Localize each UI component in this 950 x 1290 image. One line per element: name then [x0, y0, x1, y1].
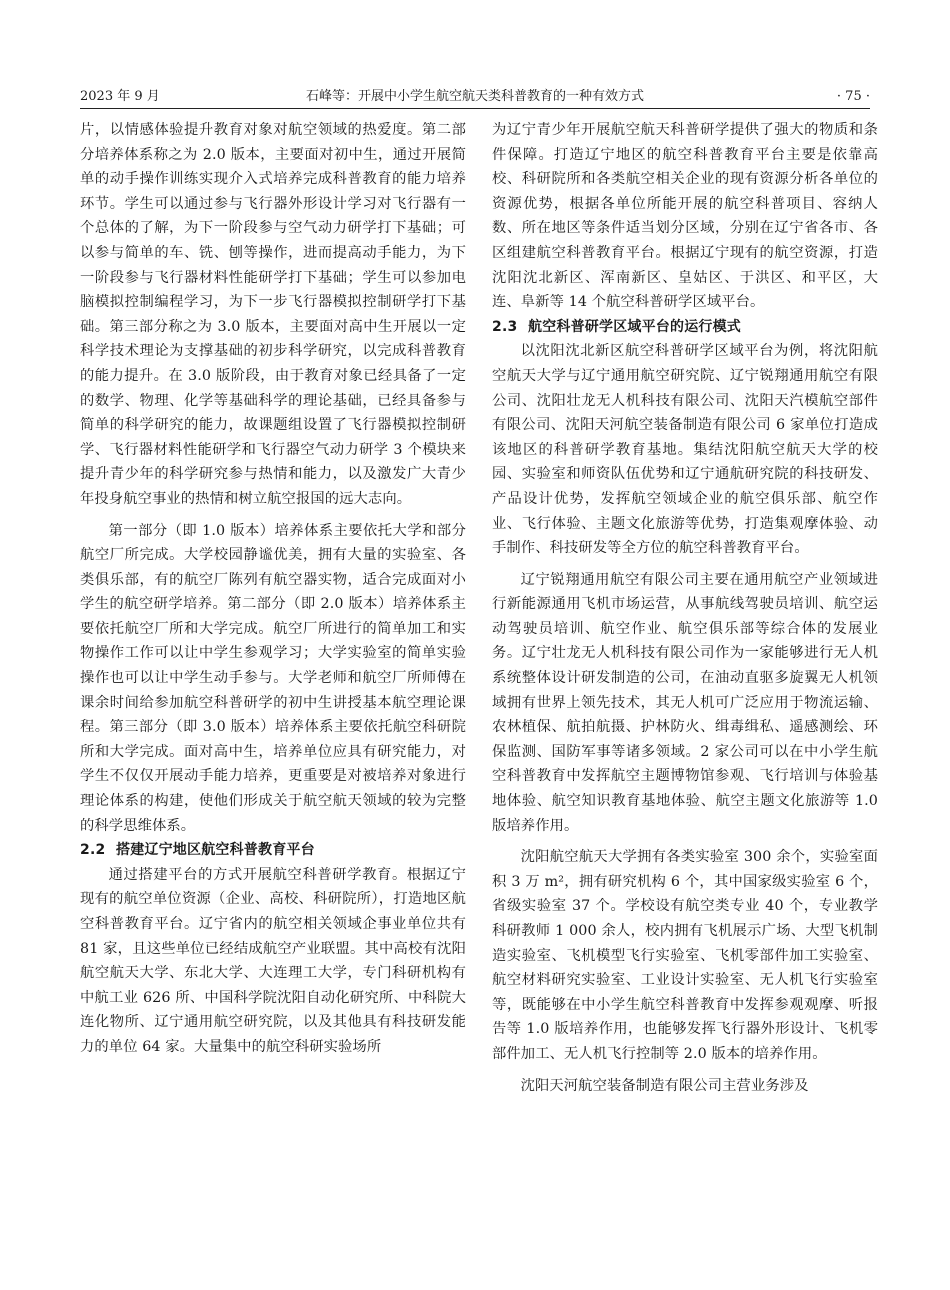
paragraph: 片，以情感体验提升教育对象对航空领域的热爱度。第二部分培养体系称之为 2.0 版本，主要面对初中生，通过开展简单的动手操作训练实现介入式培养完成科普教育的能力培养环节。学生可以通过参与飞行器外形设计学习对飞行器有一个总体的了解，为下一阶段参与空气动力研学打下基础；可以参与简单的车、铣、刨等操作，进而提高动手能力，为下一阶段参与飞行器材料性能研学打下基础；学生可以参加电脑模拟控制编程学习，为下一步飞行器模拟控制研学打下基础。第三部分称之为 3.0 版本，主要面对高中生开展以一定科学技术理论为支撑基础的初步科学研究，以完成科普教育的能力提升。在 3.0 版阶段，由于教育对象已经具备了一定的数学、物理、化学等基础科学的理论基础，已经具备参与简单的科学研究的能力，故课题组设置了飞行器模拟控制研学、飞行器材料性能研学和飞行器空气动力研学 3 个模块来提升青少年的科学研究参与热情和能力，以及激发广大青少年投身航空事业的热情和树立航空报国的远大志向。 [80, 122, 466, 507]
section-heading-2-3 [492, 315, 878, 340]
paragraph: 辽宁锐翔通用航空有限公司主要在通用航空产业领域进行新能源通用飞机市场运营，从事航线驾驶员培训、航空运动驾驶员培训、航空作业、航空俱乐部等综合体的发展业务。辽宁壮龙无人机科技有限公司作为一家能够进行无人机系统整体设计研发制造的公司，在油动直驱多旋翼无人机领域拥有世界上领先技术，其无人机可广泛应用于物流运输、农林植保、航拍航摄、护林防火、缉毒缉私、遥感测绘、环保监测、国防军事等诸多领域。2 家公司可以在中小学生航空科普教育中发挥航空主题博物馆参观、飞行培训与体验基地体验、航空知识教育基地体验、航空主题文化旅游等 1.0 版培养作用。 [492, 571, 878, 834]
page-number: · 75 · [836, 89, 870, 104]
paragraph: 沈阳天河航空装备制造有限公司主营业务涉及 [520, 1077, 809, 1094]
right-column [492, 118, 878, 1098]
paragraph: 通过搭建平台的方式开展航空科普研学教育。根据辽宁现有的航空单位资源（企业、高校、科研院所），打造地区航空科普教育平台。辽宁省内的航空相关领域企事业单位共有 81 家，且这些单位已经结成航空产业联盟。其中高校有沈阳航空航天大学、东北大学、大连理工大学，专门科研机构有中航工业 626 所、中国科学院沈阳自动化研究所、中科院大连化物所、辽宁通用航空研究院，以及其他具有科技研发能力的单位 64 家。大量集中的航空科研实验场所 [80, 866, 466, 1055]
paragraph: 以沈阳沈北新区航空科普研学区域平台为例，将沈阳航空航天大学与辽宁通用航空研究院、辽宁锐翔通用航空有限公司、沈阳壮龙无人机科技有限公司、沈阳天汽模航空部件有限公司、沈阳天河航空装备制造有限公司 6 家单位打造成该地区的科普研学教育基地。集结沈阳航空航天大学的校园、实验室和师资队伍优势和辽宁通航研究院的科技研发、产品设计优势，发挥航空领域企业的航空俱乐部、航空作业、飞行体验、主题文化旅游等优势，打造集观摩体验、动手制作、科技研发等全方位的航空科普教育平台。 [492, 343, 878, 557]
section-number: 2.2 [80, 842, 106, 859]
section-number: 2.3 [492, 318, 518, 335]
running-header [80, 86, 870, 108]
paragraph: 为辽宁青少年开展航空航天科普研学提供了强大的物质和条件保障。打造辽宁地区的航空科普教育平台主要是依靠高校、科研院所和各类航空相关企业的现有资源分析各单位的资源优势，根据各单位所能开展的航空科普项目、容纳人数、所在地区等条件适当划分区域，分别在辽宁省各市、各区组建航空科普教育平台。根据辽宁现有的航空资源，打造沈阳沈北新区、浑南新区、皇姑区、于洪区、和平区，大连、阜新等 14 个航空科普研学区域平台。 [492, 122, 878, 311]
header-rule [80, 108, 870, 109]
left-column [80, 118, 466, 1060]
section-heading-2-2 [80, 838, 466, 863]
header-date: 2023 年 9 月 [80, 89, 160, 104]
paragraph: 第一部分（即 1.0 版本）培养体系主要依托大学和部分航空厂所完成。大学校园静谧优美，拥有大量的实验室、各类俱乐部，有的航空厂陈列有航空器实物，适合完成面对小学生的航空研学培养。第二部分（即 2.0 版本）培养体系主要依托航空厂所和大学完成。航空厂所进行的简单加工和实物操作工作可以让中学生参观学习；大学实验室的简单实验操作也可以让中学生动手参与。大学老师和航空厂所师傅在课余时间给参加航空科普研学的初中生讲授基本航空理论课程。第三部分（即 3.0 版本）培养体系主要依托航空科研院所和大学完成。面对高中生，培养单位应具有研究能力，对学生不仅仅开展动手能力培养，更重要是对被培养对象进行理论体系的构建，使他们形成关于航空航天领域的较为完整的科学思维体系。 [80, 522, 466, 834]
paragraph: 沈阳航空航天大学拥有各类实验室 300 余个，实验室面积 3 万 m²，拥有研究机构 6 个，其中国家级实验室 6 个，省级实验室 37 个。学校设有航空类专业 40 个，专业教学科研教师 1 000 余人，校内拥有飞机展示广场、大型飞机制造实验室、飞机模型飞行实验室、飞机零部件加工实验室、航空材料研究实验室、工业设计实验室、无人机飞行实验室等，既能够在中小学生航空科普教育中发挥参观观摩、听报告等 1.0 版培养作用，也能够发挥飞行器外形设计、飞机零部件加工、无人机飞行控制等 2.0 版本的培养作用。 [492, 849, 878, 1062]
section-title: 搭建辽宁地区航空科普教育平台 [116, 842, 315, 859]
section-title: 航空科普研学区域平台的运行模式 [528, 318, 741, 335]
header-title: 石峰等：开展中小学生航空航天类科普教育的一种有效方式 [305, 89, 644, 104]
